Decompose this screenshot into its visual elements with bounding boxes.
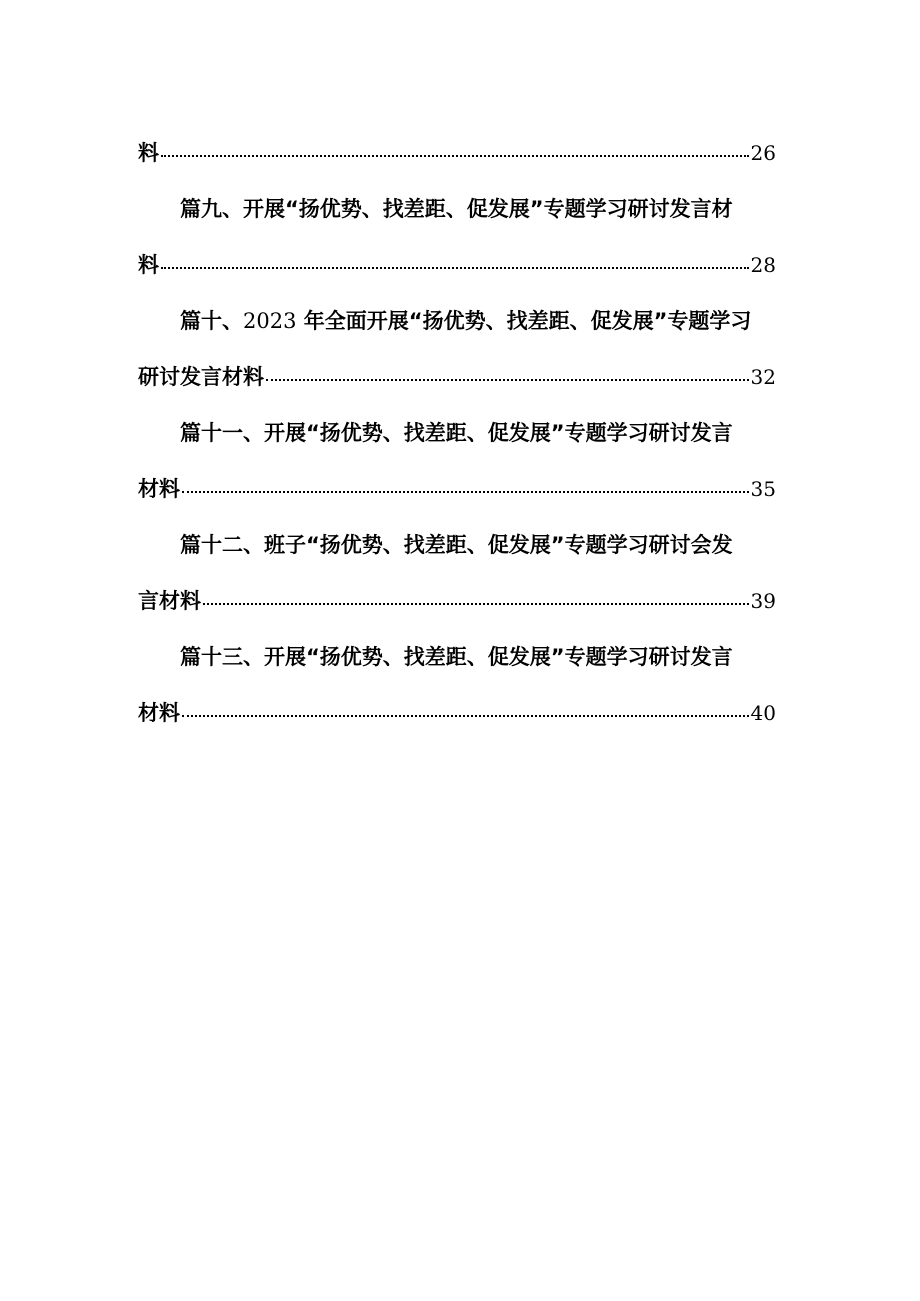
- toc-entry-tail-text: 言材料: [138, 589, 201, 613]
- toc-entry-12-title[interactable]: 篇十二、班子“扬优势、找差距、促发展”专题学习研讨会发: [180, 533, 733, 557]
- toc-entry-tail-text: 材料: [138, 477, 180, 501]
- toc-entry-tail-text: 研讨发言材料: [138, 365, 264, 389]
- dot-leader: [203, 603, 749, 605]
- toc-entry-13-tail[interactable]: [138, 685, 776, 741]
- toc-page-number: 26: [750, 141, 776, 165]
- toc-entry-9-tail[interactable]: [138, 237, 776, 293]
- dot-leader: [182, 715, 749, 717]
- toc-entry-tail-text: 料: [138, 253, 159, 277]
- toc-page-number: 40: [750, 701, 776, 725]
- toc-title-year: 2023: [243, 309, 297, 333]
- dot-leader: [161, 155, 749, 157]
- toc-entry-8-tail[interactable]: [138, 125, 776, 181]
- toc-entry-10-title[interactable]: [138, 293, 776, 349]
- toc-entry-12-tail[interactable]: [138, 573, 776, 629]
- toc-entry-10-tail[interactable]: [138, 349, 776, 405]
- dot-leader: [182, 491, 749, 493]
- toc-page-number: 32: [750, 365, 776, 389]
- toc-entry-tail-text: 材料: [138, 701, 180, 725]
- toc-page-number: 35: [750, 477, 776, 501]
- toc-title-prefix: 篇十、: [180, 309, 243, 333]
- toc-page-number: 39: [750, 589, 776, 613]
- toc-entry-11-title[interactable]: 篇十一、开展“扬优势、找差距、促发展”专题学习研讨发言: [180, 421, 733, 445]
- table-of-contents: [138, 125, 776, 741]
- toc-title-rest: 年全面开展“扬优势、找差距、促发展”专题学习: [303, 309, 752, 333]
- dot-leader: [161, 267, 749, 269]
- toc-page-number: 28: [750, 253, 776, 277]
- dot-leader: [266, 379, 749, 381]
- toc-entry-13-title[interactable]: 篇十三、开展“扬优势、找差距、促发展”专题学习研讨发言: [180, 645, 733, 669]
- toc-entry-11-tail[interactable]: [138, 461, 776, 517]
- toc-entry-9-title[interactable]: 篇九、开展“扬优势、找差距、促发展”专题学习研讨发言材: [180, 197, 733, 221]
- toc-entry-tail-text: 料: [138, 141, 159, 165]
